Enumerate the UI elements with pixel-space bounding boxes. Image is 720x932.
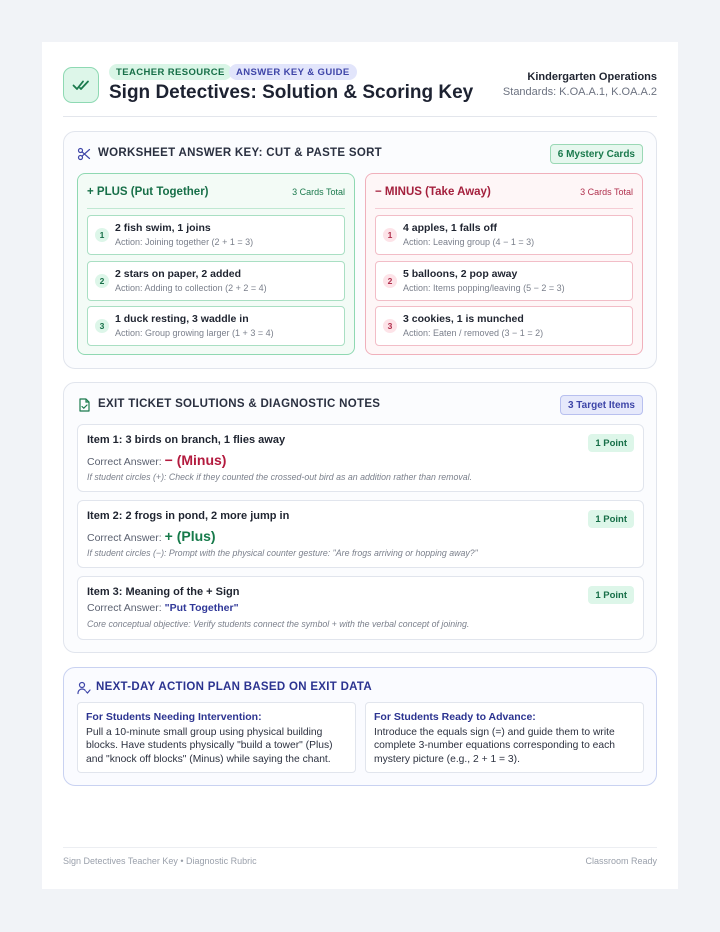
page-header — [63, 64, 657, 118]
card-number: 2 — [95, 274, 109, 288]
action-plan-section — [63, 667, 657, 786]
diagnostic-note: If student circles (−): Prompt with the physical counter gesture: "Are frogs arriving or hopping away?" — [87, 548, 478, 558]
double-check-icon — [63, 67, 99, 103]
card-title: 3 cookies, 1 is munched — [403, 313, 524, 325]
sort-card — [87, 306, 345, 346]
divider — [87, 208, 345, 209]
target-items-badge: 3 Target Items — [560, 395, 643, 415]
card-action: Action: Group growing larger (1 + 3 = 4) — [115, 328, 274, 338]
answer-key-badge: ANSWER KEY & GUIDE — [229, 64, 357, 80]
points-badge: 1 Point — [588, 586, 634, 604]
exit-item — [77, 576, 644, 640]
item-title: Item 1: 3 birds on branch, 1 flies away — [87, 434, 286, 446]
card-action: Action: Eaten / removed (3 − 1 = 2) — [403, 328, 544, 338]
card-action: Action: Adding to collection (2 + 2 = 4) — [115, 283, 267, 293]
points-badge: 1 Point — [588, 434, 634, 452]
card-number: 2 — [383, 274, 397, 288]
minus-heading: − MINUS (Take Away) — [375, 186, 491, 198]
divider — [375, 208, 633, 209]
footer-divider — [63, 847, 657, 848]
mystery-cards-badge: 6 Mystery Cards — [550, 144, 643, 164]
card-title: 1 duck resting, 3 waddle in — [115, 313, 249, 325]
minus-column — [365, 173, 643, 355]
card-number: 1 — [383, 228, 397, 242]
card-number: 3 — [383, 319, 397, 333]
sort-card — [87, 215, 345, 255]
plus-column — [77, 173, 355, 355]
scissors-icon — [77, 147, 91, 161]
sort-card — [375, 306, 633, 346]
card-title: 2 fish swim, 1 joins — [115, 222, 211, 234]
diagnostic-note: Core conceptual objective: Verify students connect the symbol + with the verbal concept of joining. — [87, 619, 470, 629]
advance-plan — [365, 702, 644, 773]
diagnostic-note: If student circles (+): Check if they counted the crossed-out bird as an addition rather than removal. — [87, 472, 473, 482]
standards-label: Standards: K.OA.A.1, K.OA.A.2 — [502, 86, 657, 98]
minus-total: 3 Cards Total — [580, 187, 633, 197]
user-check-icon — [77, 681, 91, 695]
answer-value: − (Minus) — [164, 452, 227, 468]
answer-key-page — [42, 42, 678, 889]
card-number: 3 — [95, 319, 109, 333]
header-divider — [63, 116, 657, 117]
exit-item — [77, 500, 644, 568]
worksheet-answer-key-section — [63, 131, 657, 369]
section-title: EXIT TICKET SOLUTIONS & DIAGNOSTIC NOTES — [98, 398, 381, 410]
answer-value: "Put Together" — [164, 602, 239, 614]
correct-answer — [87, 602, 239, 614]
answer-label: Correct Answer: — [87, 456, 162, 468]
card-number: 1 — [95, 228, 109, 242]
answer-value: + (Plus) — [164, 528, 216, 544]
plus-total: 3 Cards Total — [292, 187, 345, 197]
footer-right: Classroom Ready — [585, 856, 657, 866]
teacher-resource-badge: TEACHER RESOURCE — [109, 64, 232, 80]
footer-left: Sign Detectives Teacher Key • Diagnostic Rubric — [63, 856, 257, 866]
card-title: 4 apples, 1 falls off — [403, 222, 497, 234]
answer-label: Correct Answer: — [87, 602, 162, 614]
exit-item — [77, 424, 644, 492]
sort-card — [375, 261, 633, 301]
answer-label: Correct Answer: — [87, 532, 162, 544]
card-action: Action: Leaving group (4 − 1 = 3) — [403, 237, 535, 247]
plan-body: Pull a 10-minute small group using physical building blocks. Have students physically "build a tower" (Plus) and "knock off blocks" (Minus) while saying the chant. — [86, 727, 333, 765]
section-title: NEXT-DAY ACTION PLAN BASED ON EXIT DATA — [96, 681, 373, 693]
grade-label: Kindergarten Operations — [527, 71, 657, 83]
card-action: Action: Items popping/leaving (5 − 2 = 3) — [403, 283, 565, 293]
plan-heading: For Students Ready to Advance: — [374, 711, 536, 723]
intervention-plan — [77, 702, 356, 773]
correct-answer — [87, 528, 216, 544]
card-title: 2 stars on paper, 2 added — [115, 268, 242, 280]
document-check-icon — [77, 398, 91, 412]
page-title: Sign Detectives: Solution & Scoring Key — [109, 82, 474, 103]
section-title: WORKSHEET ANSWER KEY: CUT & PASTE SORT — [98, 147, 382, 159]
points-badge: 1 Point — [588, 510, 634, 528]
plan-body: Introduce the equals sign (=) and guide them to write complete 3-number equations corresponding to each mystery picture (e.g., 2 + 1 = 3). — [374, 727, 615, 765]
card-action: Action: Joining together (2 + 1 = 3) — [115, 237, 254, 247]
plan-heading: For Students Needing Intervention: — [86, 711, 262, 723]
sort-card — [87, 261, 345, 301]
sort-card — [375, 215, 633, 255]
plus-heading: + PLUS (Put Together) — [87, 186, 209, 198]
exit-ticket-section — [63, 382, 657, 653]
item-title: Item 2: 2 frogs in pond, 2 more jump in — [87, 510, 290, 522]
item-title: Item 3: Meaning of the + Sign — [87, 586, 240, 598]
correct-answer — [87, 452, 226, 468]
card-title: 5 balloons, 2 pop away — [403, 268, 518, 280]
